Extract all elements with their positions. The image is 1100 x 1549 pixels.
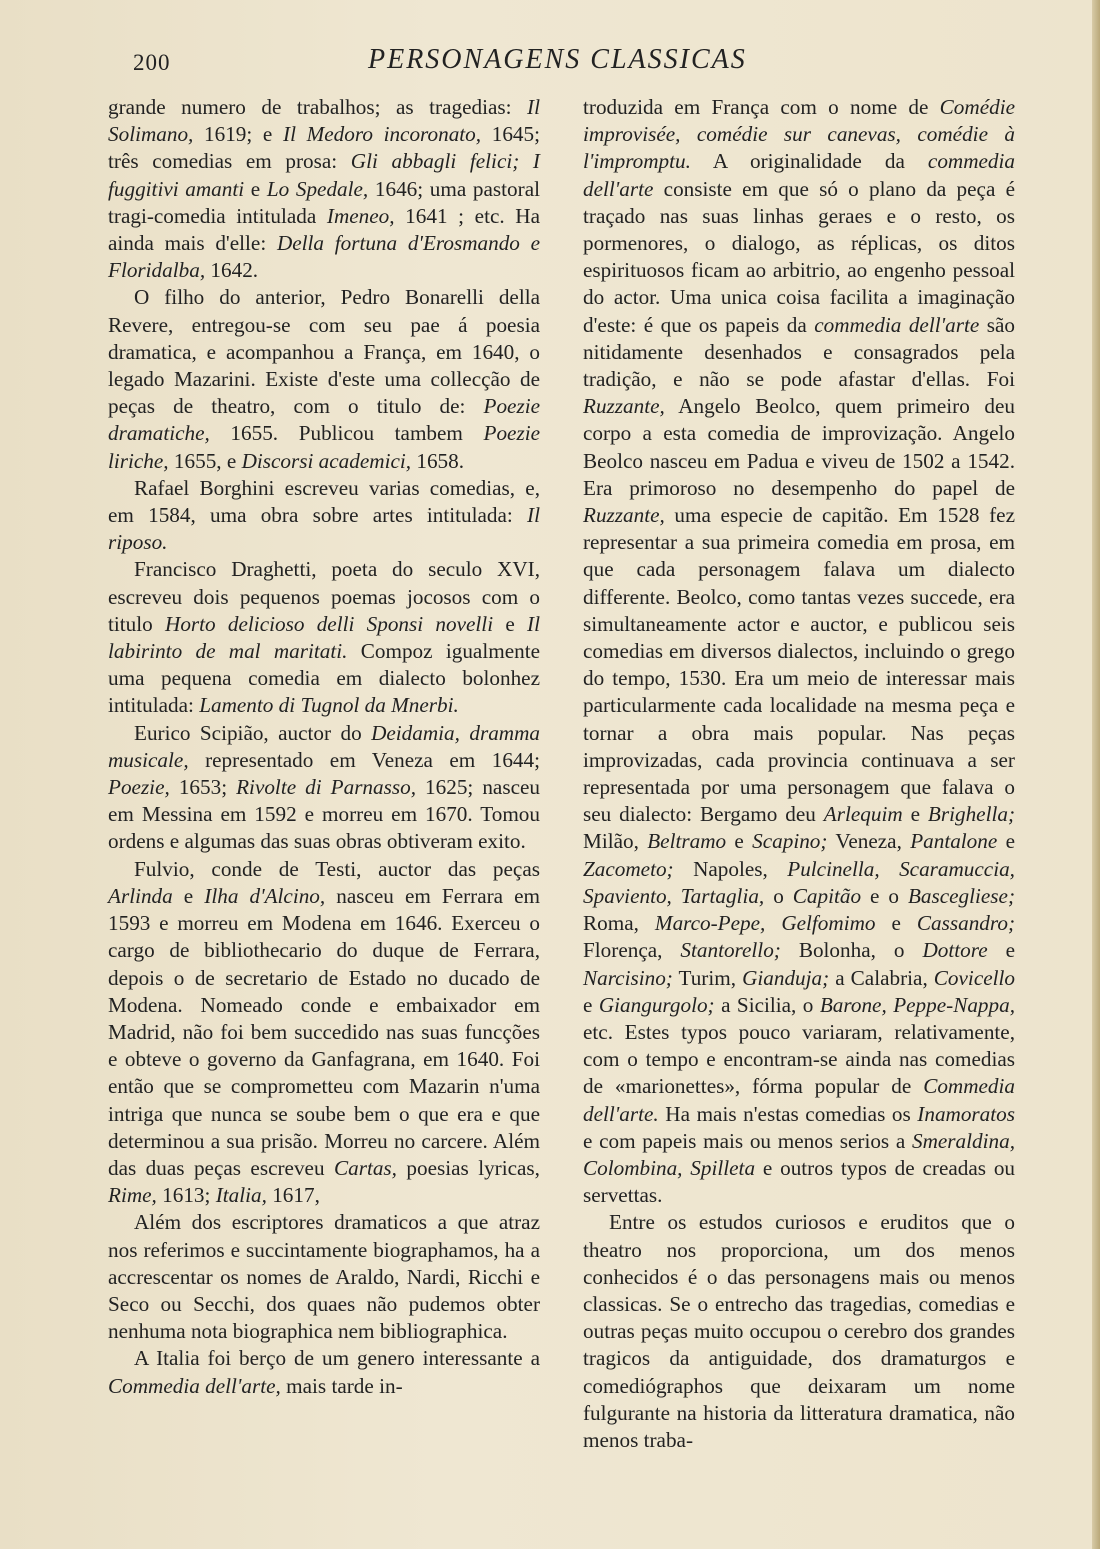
italic-text: Ilha d'Alcino, bbox=[204, 883, 326, 908]
paragraph bbox=[583, 1209, 1015, 1454]
text-run: e bbox=[987, 938, 1015, 963]
text-run: e o bbox=[861, 883, 908, 908]
italic-text: Deidamia, dramma musicale, bbox=[108, 720, 540, 772]
text-run: e bbox=[997, 829, 1016, 854]
text-run: 1658. bbox=[411, 448, 465, 473]
text-run: e bbox=[172, 883, 205, 908]
italic-text: Zacometo; bbox=[583, 856, 674, 881]
italic-text: Narcisino; bbox=[583, 965, 673, 990]
italic-text: commedia dell'arte bbox=[583, 149, 1015, 201]
italic-text: Il riposo. bbox=[108, 503, 540, 555]
italic-text: Il labirinto de mal maritati. bbox=[108, 611, 540, 664]
text-run: Veneza, bbox=[827, 829, 911, 854]
text-run: o bbox=[764, 883, 793, 908]
text-run: A originalidade da bbox=[690, 149, 928, 174]
paragraph bbox=[108, 720, 540, 856]
paragraph bbox=[108, 1209, 540, 1345]
text-run: e bbox=[875, 911, 917, 936]
text-run: Francisco Draghetti, poeta do seculo XVI, escreveu dois pequenos poemas jocosos com o titulo bbox=[108, 557, 540, 636]
italic-text: Pulcinella, Scaramuccia, Spaviento, Tartaglia, bbox=[583, 856, 1015, 908]
italic-text: Pantalone bbox=[910, 829, 998, 854]
text-run: Fulvio, conde de Testi, auctor das peças bbox=[134, 856, 540, 881]
text-run: são nitidamente desenhados e consagrados pela tradição, e não se pode afastar d'ellas. Foi bbox=[583, 312, 1015, 392]
italic-text: Cartas, bbox=[333, 1155, 397, 1180]
italic-text: Arlinda bbox=[108, 883, 173, 908]
italic-text: Horto delicioso delli Sponsi novelli bbox=[165, 611, 494, 636]
text-run: 1641 ; etc. Ha ainda mais d'elle: bbox=[108, 203, 540, 256]
italic-text: Marco-Pepe, Gelfomimo bbox=[654, 911, 876, 936]
text-run: 1645; três comedias em prosa: bbox=[108, 122, 541, 174]
paragraph bbox=[108, 284, 540, 474]
text-run: troduzida em França com o nome de bbox=[583, 95, 940, 119]
text-run: uma especie de capitão. Em 1528 fez representar a sua primeira comedia em prosa, em que cada personagem falava um dialecto differente. Beolco, como tantas vezes succede, era simultaneamente actor e auctor, e publicou seis comedias em diversos dialectos, incluindo o grego do tempo, 1530. Era um meio de interessar mais particularmente cada localidade na mesma peça e tornar a obra mais popular. Nas peças improvizadas, cada provincia continuava a ser representada por uma personagem que falava o seu dialecto: Bergamo deu bbox=[583, 503, 1015, 827]
text-run: Roma, bbox=[583, 911, 655, 936]
text-run: etc. Estes typos pouco variaram, relativamente, com o tempo e encontram-se ainda nas comedias de «marionettes», fórma popular de bbox=[583, 1019, 1015, 1099]
italic-text: Italia, bbox=[215, 1183, 267, 1208]
paragraph bbox=[108, 856, 540, 1210]
italic-text: Lamento di Tugnol da Mnerbi. bbox=[199, 693, 459, 718]
italic-text: Gli abbagli felici; I fuggitivi amanti bbox=[108, 149, 540, 201]
text-run: Além dos escriptores dramaticos a que atraz nos referimos e succintamente biographamos, ha a accrescentar os nomes de Araldo, Nardi, Ricchi e Seco ou Secchi, dos quaes não pudemos obter nenhuma nota biographica nem bibliographica. bbox=[108, 1210, 540, 1344]
italic-text: Il Solimano, bbox=[108, 95, 540, 147]
text-run: Rafael Borghini escreveu varias comedias, e, em 1584, uma obra sobre artes intitulada: bbox=[108, 475, 540, 528]
text-run: consiste em que só o plano da peça é traçado nas suas linhas geraes e o resto, os pormenores, o dialogo, as réplicas, os ditos espirituosos ficam ao arbitrio, ao engenho pessoal do actor. Uma unica coisa facilita a imaginação d'este: é que os papeis da bbox=[583, 176, 1015, 337]
text-run: 1617, bbox=[266, 1183, 320, 1208]
text-run: e bbox=[493, 611, 528, 636]
text-run: e com papeis mais ou menos serios a bbox=[583, 1128, 912, 1153]
italic-text: Lo Spedale, bbox=[266, 176, 369, 201]
italic-text: Bascegliese; bbox=[907, 883, 1016, 908]
text-run: A Italia foi berço de um genero interessante a bbox=[134, 1346, 540, 1371]
italic-text: Giangurgolo; bbox=[598, 992, 715, 1017]
text-run: 1613; bbox=[156, 1183, 216, 1208]
italic-text: Commedia dell'arte. bbox=[583, 1074, 1015, 1126]
text-run: e bbox=[244, 176, 267, 201]
text-run: Milão, bbox=[583, 829, 648, 854]
italic-text: Arlequim bbox=[823, 802, 903, 827]
text-run: 1653; bbox=[169, 775, 237, 800]
text-run: 1642. bbox=[205, 258, 259, 283]
paragraph bbox=[108, 1345, 540, 1399]
page-header bbox=[133, 44, 1018, 84]
text-run: Eurico Scipião, auctor do bbox=[134, 720, 372, 745]
text-run: Compoz igualmente uma pequena comedia em dialecto bolonhez intitulada: bbox=[108, 639, 540, 718]
page-number: 200 bbox=[133, 50, 171, 75]
italic-text: Rime, bbox=[108, 1183, 157, 1208]
italic-text: Gianduja; bbox=[742, 965, 830, 990]
italic-text: Della fortuna d'Erosmando e Floridalba, bbox=[108, 231, 540, 283]
italic-text: Poezie dramatiche, bbox=[108, 394, 540, 446]
italic-text: Capitão bbox=[792, 883, 862, 908]
italic-text: Smeraldina, Colombina, Spilleta bbox=[583, 1128, 1015, 1180]
text-run: Bolonha, o bbox=[780, 938, 923, 963]
italic-text: Covicello bbox=[933, 965, 1015, 990]
text-run: Ha mais n'estas comedias os bbox=[658, 1101, 918, 1126]
text-run: Florença, bbox=[583, 938, 681, 963]
italic-text: Comédie improvisée, comédie sur canevas, comédie à l'impromptu. bbox=[583, 95, 1015, 174]
text-run: poesias lyricas, bbox=[396, 1155, 540, 1180]
text-run: nasceu em Ferrara em 1593 e morreu em Modena em 1646. Exerceu o cargo de bibliothecario do duque de Ferrara, depois o de secretario de Estado no ducado de Modena. Nomeado conde e embaixador em Madrid, não foi bem succedido nas suas funcções e obteve o governo da Ganfagrana, em 1640. Foi então que se comprometteu com Mazarin n'uma intriga que nunca se soube bem o que era e que determinou a sua prisão. Morreu no carcere. Além das duas peças escreveu bbox=[108, 883, 541, 1180]
text-run: grande numero de trabalhos; as tragedias: bbox=[108, 95, 528, 119]
text-run: mais tarde in- bbox=[280, 1373, 403, 1398]
text-run: Napoles, bbox=[673, 856, 788, 881]
italic-text: Stantorello; bbox=[680, 938, 781, 963]
text-run: e bbox=[583, 992, 599, 1017]
paragraph bbox=[108, 94, 540, 284]
italic-text: Ruzzante, bbox=[583, 503, 665, 528]
italic-text: commedia dell'arte bbox=[814, 312, 980, 337]
text-run: e outros typos de creadas ou servettas. bbox=[583, 1155, 1016, 1208]
text-run: Entre os estudos curiosos e eruditos que o theatro nos proporciona, um dos menos conhecidos é o das personagens mais ou menos classicas. Se o entrecho das tragedias, comedias e outras peças muito occupou o cerebro dos grandes tragicos da antiguidade, dos dramaturgos e comediógraphos que deixaram um nome fulgurante na historia da litteratura dramatica, não menos traba- bbox=[583, 1210, 1015, 1452]
italic-text: Brighella; bbox=[927, 802, 1015, 827]
text-run: e bbox=[902, 802, 928, 827]
right-text-column bbox=[583, 94, 1015, 1494]
text-run: O filho do anterior, Pedro Bonarelli della Revere, entregou-se com seu pae á poesia dramatica, e acompanhou a França, em 1640, o legado Mazarini. Existe d'este uma collecção de peças de theatro, com o titulo de: bbox=[108, 285, 540, 419]
italic-text: Il Medoro incoronato, bbox=[283, 122, 482, 147]
page-edge-shadow bbox=[1092, 0, 1100, 1549]
text-run: 1619; e bbox=[193, 122, 284, 147]
italic-text: Scapino; bbox=[752, 829, 828, 854]
italic-text: Imeneo, bbox=[326, 203, 395, 228]
text-run: Angelo Beolco, quem primeiro deu corpo a esta comedia de improvização. Angelo Beolco nasceu em Padua e viveu de 1502 a 1542. Era primoroso no desempenho do papel de bbox=[583, 394, 1015, 500]
italic-text: Discorsi academici, bbox=[241, 448, 412, 473]
italic-text: Inamoratos bbox=[917, 1101, 1015, 1126]
text-run: 1625; nasceu em Messina em 1592 e morreu em 1670. Tomou ordens e algumas das suas obras obtiveram exito. bbox=[108, 775, 540, 854]
italic-text: Dottore bbox=[922, 938, 988, 963]
running-title: PERSONAGENS CLASSICAS bbox=[368, 44, 747, 75]
text-run: a Sicilia, o bbox=[714, 992, 820, 1017]
text-run: Turim, bbox=[672, 965, 743, 990]
left-text-column bbox=[108, 94, 540, 1494]
paragraph bbox=[108, 556, 540, 719]
italic-text: Rivolte di Parnasso, bbox=[236, 775, 417, 800]
text-run: representado em Veneza em 1644; bbox=[188, 747, 540, 772]
text-run: 1655. Publicou tambem bbox=[209, 421, 484, 446]
italic-text: Poezie liriche, bbox=[108, 421, 540, 473]
italic-text: Cassandro; bbox=[916, 911, 1015, 936]
text-run: a Calabria, bbox=[829, 965, 934, 990]
text-run: 1646; uma pastoral tragi-comedia intitulada bbox=[108, 176, 540, 228]
paragraph bbox=[583, 94, 1015, 1209]
italic-text: Barone, Peppe-Nappa, bbox=[819, 992, 1015, 1017]
italic-text: Poezie, bbox=[108, 775, 170, 800]
text-run: 1655, e bbox=[168, 448, 242, 473]
italic-text: Ruzzante, bbox=[583, 394, 665, 419]
text-run: e bbox=[726, 829, 753, 854]
italic-text: Commedia dell'arte, bbox=[108, 1373, 281, 1398]
italic-text: Beltramo bbox=[647, 829, 727, 854]
paragraph bbox=[108, 475, 540, 557]
